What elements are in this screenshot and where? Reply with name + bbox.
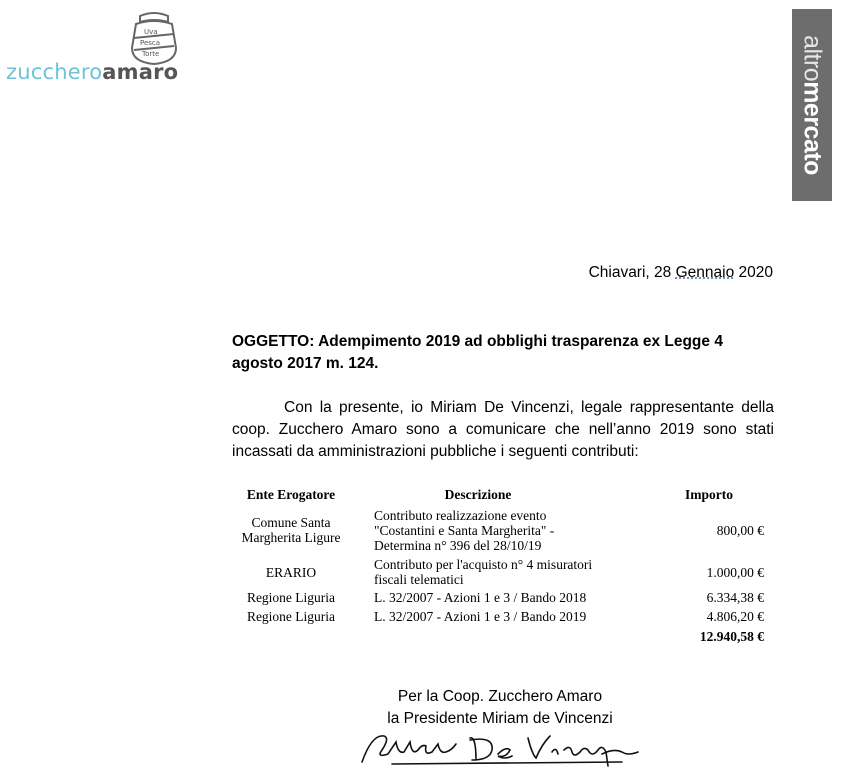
cell-ente: Comune Santa Margherita Ligure <box>241 515 341 545</box>
svg-text:Uva: Uva <box>144 28 158 36</box>
logo-wordmark <box>6 60 178 84</box>
date-year: 2020 <box>738 264 773 281</box>
banner-part-altro: altro <box>798 35 827 82</box>
letter-intro-paragraph: Con la presente, io Miriam De Vincenzi, legale rappresentante della coop. Zucchero Amaro sono a comunicare che nell’anno 2019 sono stati incassati da amministrazioni pubbliche i seguenti contributi: <box>232 399 774 460</box>
cell-descrizione: Contributo per l'acquisto n° 4 misuratori fiscali telematici <box>374 557 593 587</box>
jar-logo-icon <box>124 8 184 68</box>
date-prefix: Chiavari, 28 <box>588 264 672 281</box>
altromercato-banner <box>792 9 832 201</box>
total-amount: 12.940,58 € <box>699 628 764 644</box>
closing-line-president: la Presidente Miriam de Vincenzi <box>387 710 613 727</box>
svg-text:Pesca: Pesca <box>140 39 161 47</box>
zucchero-amaro-logo <box>6 8 191 88</box>
contributions-table <box>232 484 764 646</box>
banner-label <box>798 35 827 175</box>
cell-importo: 4.806,20 € <box>706 609 764 624</box>
table-row <box>232 607 764 626</box>
table-row <box>232 504 764 556</box>
letter-subject: OGGETTO: Adempimento 2019 ad obblighi trasparenza ex Legge 4 agosto 2017 m. 124. <box>232 333 723 372</box>
date-month: Gennaio <box>675 264 735 281</box>
cell-ente: ERARIO <box>265 564 317 580</box>
handwritten-signature <box>352 724 652 768</box>
cell-descrizione: L. 32/2007 - Azioni 1 e 3 / Bando 2019 <box>374 609 587 624</box>
closing-line-coop: Per la Coop. Zucchero Amaro <box>397 688 603 705</box>
table-row <box>232 556 764 588</box>
header-importo: Importo <box>685 486 733 502</box>
cell-descrizione: L. 32/2007 - Azioni 1 e 3 / Bando 2018 <box>374 590 587 605</box>
letter-date <box>589 264 773 282</box>
cell-ente: Regione Liguria <box>246 609 336 624</box>
table-row <box>232 588 764 607</box>
cell-importo: 6.334,38 € <box>706 590 764 605</box>
cell-ente: Regione Liguria <box>246 590 336 605</box>
table-total-row <box>232 626 764 646</box>
header-ente: Ente Erogatore <box>246 486 336 502</box>
cell-descrizione: Contributo realizzazione evento "Costantini e Santa Margherita" - Determina n° 396 del 28/10/19 <box>374 507 555 553</box>
cell-importo: 800,00 € <box>716 522 764 538</box>
logo-word-amaro: amaro <box>102 60 179 84</box>
cell-importo: 1.000,00 € <box>706 564 764 580</box>
header-descrizione: Descrizione <box>444 486 512 502</box>
logo-word-zucchero: zucchero <box>6 60 103 84</box>
svg-text:Torte: Torte <box>142 50 160 58</box>
banner-part-mercato: mercato <box>798 81 827 175</box>
table-header-row <box>232 484 764 504</box>
